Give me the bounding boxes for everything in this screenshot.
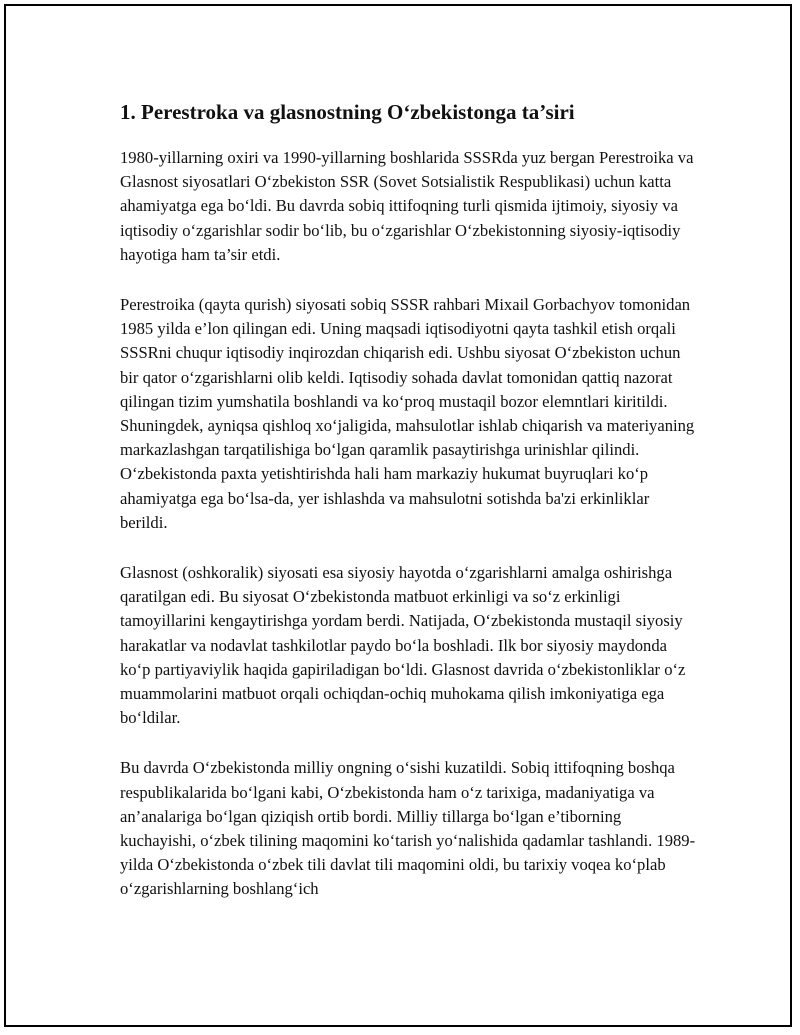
page-frame	[4, 4, 792, 1027]
paragraph-intro: 1980-yillarning oxiri va 1990-yillarning boshlarida SSSRda yuz bergan Perestroika va Glasnost siyosatlari O‘zbekiston SSR (Sovet Sotsialistik Respublikasi) uchun katta ahamiyatga ega bo‘ldi. Bu davrda sobiq ittifoqning turli qismida ijtimoiy, siyosiy va iqtisodiy o‘zgarishlar sodir bo‘lib, bu o‘zgarishlar O‘zbekistonning siyosiy-iqtisodiy hayotiga ham ta’sir etdi.	[120, 148, 694, 264]
paragraph-glasnost: Glasnost (oshkoralik) siyosati esa siyosiy hayotda o‘zgarishlarni amalga oshirishga qaratilgan edi. Bu siyosat O‘zbekistonda matbuot erkinligi va so‘z erkinligi tamoyillarini kengaytirishga yordam berdi. Natijada, O‘zbekistonda mustaqil siyosiy harakatlar va nodavlat tashkilotlar paydo bo‘la boshladi. Ilk bor siyosiy maydonda ko‘p partiyaviylik haqida gapiriladigan bo‘ldi. Glasnost davrida o‘zbekistonliklar o‘z muammolarini matbuot orqali ochiqdan-ochiq muhokama qilish imkoniyatiga ega bo‘ldilar.	[120, 563, 686, 728]
section-heading: 1. Perestroka va glasnostning O‘zbekistonga ta’siri	[120, 100, 575, 124]
document-body	[120, 98, 696, 928]
paragraph-perestroika: Perestroika (qayta qurish) siyosati sobiq SSSR rahbari Mixail Gorbachyov tomonidan 1985 yilda e’lon qilingan edi. Uning maqsadi iqtisodiyotni qayta tashkil etish orqali SSSRni chuqur iqtisodiy inqirozdan chiqarish edi. Ushbu siyosat O‘zbekiston uchun bir qator o‘zgarishlarni olib keldi. Iqtisodiy sohada davlat tomonidan qattiq nazorat qilingan tizim yumshatila boshlandi va ko‘proq mustaqil bozor elemntlari kiritildi. Shuningdek, ayniqsa qishloq xo‘jaligida, mahsulotlar ishlab chiqarish va materiyaning markazlashgan tarqatilishiga bo‘lgan qaramlik pasaytirishga urinishlar qilindi. O‘zbekistonda paxta yetishtirishda hali ham markaziy hukumat buyruqlari ko‘p ahamiyatga ega bo‘lsa-da, yer ishlashda va mahsulotni sotishda ba'zi erkinliklar berildi.	[120, 295, 695, 532]
paragraph-national-awareness: Bu davrda O‘zbekistonda milliy ongning o‘sishi kuzatildi. Sobiq ittifoqning boshqa respublikalarida bo‘lgani kabi, O‘zbekistonda ham o‘z tarixiga, madaniyatiga va an’analariga bo‘lgan qiziqish ortib bordi. Milliy tillarga bo‘lgan e’tiborning kuchayishi, o‘zbek tilining maqomini ko‘tarish yo‘nalishida qadamlar tashlandi. 1989-yilda O‘zbekistonda o‘zbek tili davlat tili maqomini oldi, bu tarixiy voqea ko‘plab o‘zgarishlarning boshlang‘ich	[120, 758, 696, 899]
